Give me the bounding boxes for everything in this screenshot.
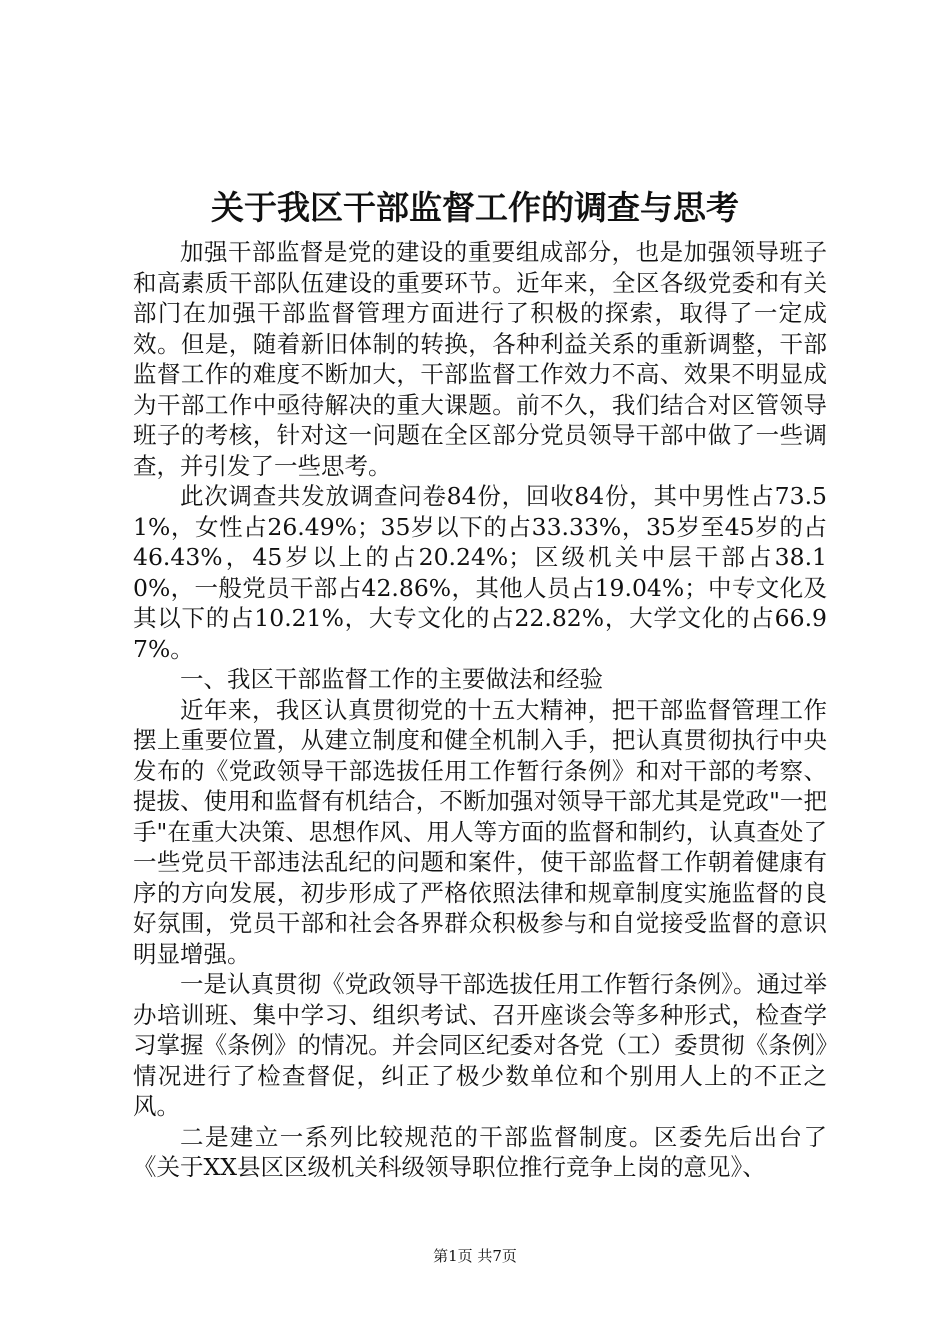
paragraph-survey-stats: 此次调查共发放调查问卷84份，回收84份，其中男性占73.51%，女性占26.49%；35岁以下的占33.33%，35岁至45岁的占46.43%，45岁以上的占20.24%；区级机关中层干部占38.10%，一般党员干部占42.86%，其他人员占19.04%；中专文化及其以下的占10.21%，大专文化的占22.82%，大学文化的占66.97%。 — [133, 482, 827, 663]
section-heading-1: 一、我区干部监督工作的主要做法和经验 — [180, 665, 603, 693]
paragraph-intro: 加强干部监督是党的建设的重要组成部分，也是加强领导班子和高素质干部队伍建设的重要环节。近年来，全区各级党委和有关部门在加强干部监督管理方面进行了积极的探索，取得了一定成效。但是，随着新旧体制的转换，各种利益关系的重新调整，干部监督工作的难度不断加大，干部监督工作效力不高、效果不明显成为干部工作中亟待解决的重大课题。前不久，我们结合对区管领导班子的考核，针对这一问题在全区部分党员领导干部中做了一些调查，并引发了一些思考。 — [133, 238, 827, 480]
paragraph-practices: 近年来，我区认真贯彻党的十五大精神，把干部监督管理工作摆上重要位置，从建立制度和健全机制入手，把认真贯彻执行中央发布的《党政领导干部选拔任用工作暂行条例》和对干部的考察、提拔、使用和监督有机结合，不断加强对领导干部尤其是党政"一把手"在重大决策、思想作风、用人等方面的监督和制约，认真查处了一些党员干部违法乱纪的问题和案件，使干部监督工作朝着健康有序的方向发展，初步形成了严格依照法律和规章制度实施监督的良好氛围，党员干部和社会各界群众积极参与和自觉接受监督的意识明显增强。 — [133, 695, 827, 968]
document-body — [133, 237, 827, 1183]
page-number-footer: 第1页 共7页 — [433, 1247, 517, 1265]
paragraph-point-2: 二是建立一系列比较规范的干部监督制度。区委先后出台了《关于XX县区区级机关科级领导职位推行竞争上岗的意见》、 — [133, 1122, 827, 1181]
paragraph-point-1: 一是认真贯彻《党政领导干部选拔任用工作暂行条例》。通过举办培训班、集中学习、组织考试、召开座谈会等多种形式，检查学习掌握《条例》的情况。并会同区纪委对各党（工）委贯彻《条例》情况进行了检查督促，纠正了极少数单位和个别用人上的不正之风。 — [133, 970, 827, 1120]
document-title: 关于我区干部监督工作的调查与思考 — [211, 188, 739, 227]
